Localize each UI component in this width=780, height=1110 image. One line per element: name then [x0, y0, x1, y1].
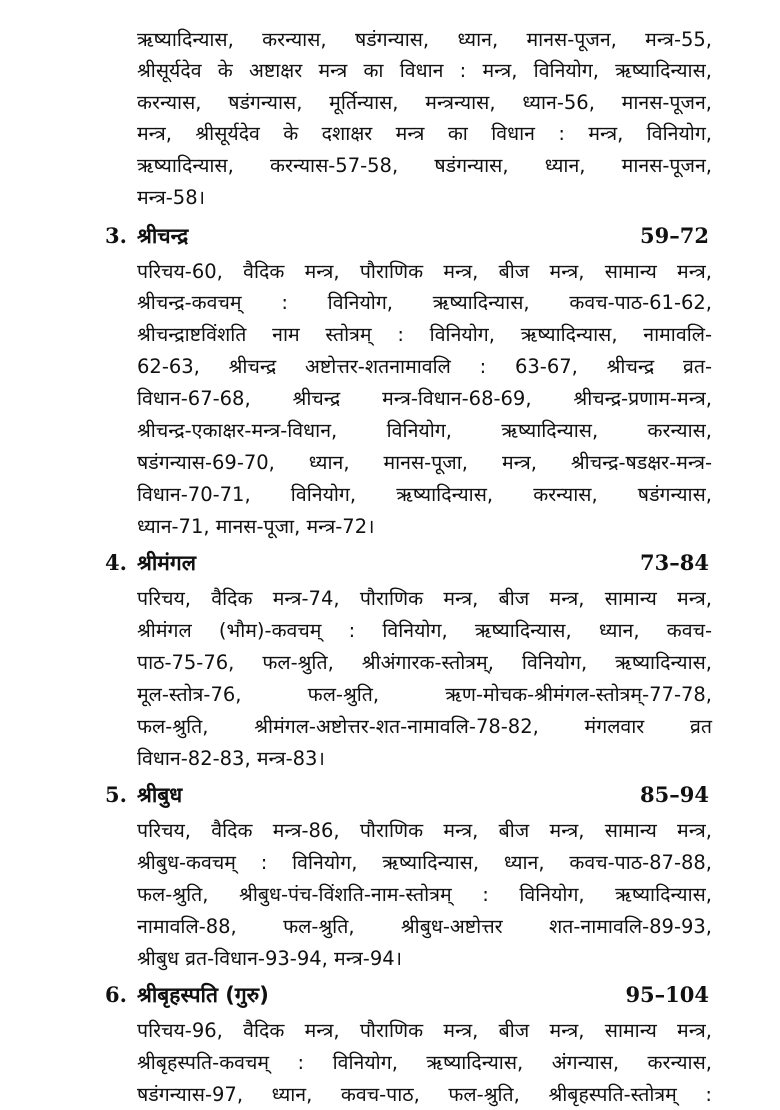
section-number: 4. [105, 550, 127, 575]
toc-line: करन्यास, षडंगन्यास, मूर्तिन्यास, मन्त्रन्यास, ध्यान-56, मानस-पूजन, [137, 91, 712, 114]
toc-line: श्रीमंगल (भौम)-कवचम् : विनियोग, ऋष्यादिन्यास, ध्यान, कवच- [137, 619, 712, 642]
section-number: 5. [105, 782, 127, 807]
section-page-range: 73–84 [640, 550, 709, 575]
section-heading-6[interactable] [105, 979, 709, 1011]
toc-line: विधान-82-83, मन्त्र-83। [137, 747, 325, 770]
toc-line: 62-63, श्रीचन्द्र अष्टोत्तर-शतनामावलि : 63-67, श्रीचन्द्र व्रत- [137, 355, 712, 378]
toc-line: ऋष्यादिन्यास, करन्यास-57-58, षडंगन्यास, ध्यान, मानस-पूजन, [137, 154, 712, 177]
toc-line: ध्यान-71, मानस-पूजा, मन्त्र-72। [137, 515, 375, 538]
section-number: 6. [105, 982, 127, 1007]
toc-line: विधान-70-71, विनियोग, ऋष्यादिन्यास, करन्यास, षडंगन्यास, [137, 483, 712, 506]
toc-line: श्रीबुध-कवचम् : विनियोग, ऋष्यादिन्यास, ध्यान, कवच-पाठ-87-88, [137, 851, 712, 874]
toc-line: विधान-67-68, श्रीचन्द्र मन्त्र-विधान-68-69, श्रीचन्द्र-प्रणाम-मन्त्र, [137, 387, 712, 410]
toc-line: मन्त्र-58। [137, 186, 206, 209]
toc-line: श्रीचन्द्र-एकाक्षर-मन्त्र-विधान, विनियोग, ऋष्यादिन्यास, करन्यास, [137, 419, 712, 442]
section-page-range: 59–72 [640, 223, 709, 248]
toc-line: श्रीबुध व्रत-विधान-93-94, मन्त्र-94। [137, 947, 403, 970]
section-page-range: 85–94 [640, 782, 709, 807]
toc-line: श्रीचन्द्राष्टविंशति नाम स्तोत्रम् : विनियोग, ऋष्यादिन्यास, नामावलि- [137, 323, 712, 346]
toc-line: मन्त्र, श्रीसूर्यदेव के दशाक्षर मन्त्र का विधान : मन्त्र, विनियोग, [137, 122, 712, 145]
section-title: श्रीचन्द्र [137, 224, 189, 248]
toc-line: परिचय-96, वैदिक मन्त्र, पौराणिक मन्त्र, बीज मन्त्र, सामान्य मन्त्र, [137, 1019, 712, 1042]
toc-line: पाठ-75-76, फल-श्रुति, श्रीअंगारक-स्तोत्रम्, विनियोग, ऋष्यादिन्यास, [137, 651, 712, 674]
toc-line: ऋष्यादिन्यास, करन्यास, षडंगन्यास, ध्यान, मानस-पूजन, मन्त्र-55, [137, 28, 712, 51]
toc-line: मूल-स्तोत्र-76, फल-श्रुति, ऋण-मोचक-श्रीमंगल-स्तोत्रम्-77-78, [137, 683, 712, 706]
section-title: श्रीबुध [137, 783, 183, 807]
section-title: श्रीमंगल [137, 551, 196, 575]
toc-line: श्रीसूर्यदेव के अष्टाक्षर मन्त्र का विधान : मन्त्र, विनियोग, ऋष्यादिन्यास, [137, 59, 712, 82]
toc-line: परिचय, वैदिक मन्त्र-74, पौराणिक मन्त्र, बीज मन्त्र, सामान्य मन्त्र, [137, 587, 712, 610]
toc-line: श्रीचन्द्र-कवचम् : विनियोग, ऋष्यादिन्यास, कवच-पाठ-61-62, [137, 291, 712, 314]
toc-line: श्रीबृहस्पति-कवचम् : विनियोग, ऋष्यादिन्यास, अंगन्यास, करन्यास, [137, 1051, 712, 1074]
section-heading-5[interactable] [105, 779, 709, 811]
toc-line: षडंगन्यास-97, ध्यान, कवच-पाठ, फल-श्रुति, श्रीबृहस्पति-स्तोत्रम् : [137, 1083, 712, 1106]
section-heading-4[interactable] [105, 547, 709, 579]
section-number: 3. [105, 223, 127, 248]
toc-line: परिचय-60, वैदिक मन्त्र, पौराणिक मन्त्र, बीज मन्त्र, सामान्य मन्त्र, [137, 260, 712, 283]
section-title: श्रीबृहस्पति (गुरु) [137, 983, 269, 1007]
toc-line: फल-श्रुति, श्रीबुध-पंच-विंशति-नाम-स्तोत्रम् : विनियोग, ऋष्यादिन्यास, [137, 883, 712, 906]
section-page-range: 95–104 [625, 982, 709, 1007]
toc-line: नामावलि-88, फल-श्रुति, श्रीबुध-अष्टोत्तर शत-नामावलि-89-93, [137, 915, 712, 938]
toc-line: षडंगन्यास-69-70, ध्यान, मानस-पूजा, मन्त्र, श्रीचन्द्र-षडक्षर-मन्त्र- [137, 451, 712, 474]
toc-line: फल-श्रुति, श्रीमंगल-अष्टोत्तर-शत-नामावलि-78-82, मंगलवार व्रत [137, 715, 712, 738]
section-heading-3[interactable] [105, 220, 709, 252]
toc-line: परिचय, वैदिक मन्त्र-86, पौराणिक मन्त्र, बीज मन्त्र, सामान्य मन्त्र, [137, 819, 712, 842]
